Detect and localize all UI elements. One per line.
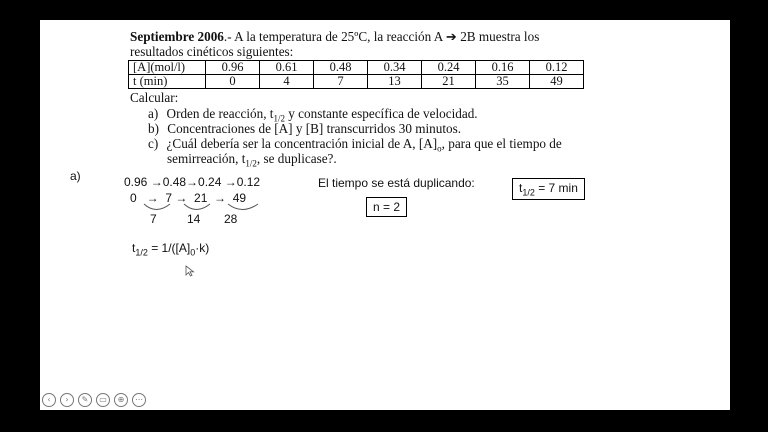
interval-2: 14 (187, 212, 201, 226)
question-a-text: Orden de reacción, t (166, 106, 274, 121)
forward-icon[interactable]: › (60, 393, 74, 407)
formula-rest: = 1/([A] (147, 241, 191, 255)
table-cell: 0.24 (422, 61, 476, 75)
table-cell: 4 (260, 75, 314, 89)
formula-sub: 1/2 (135, 247, 148, 258)
table-cell: 0.96 (206, 61, 260, 75)
question-c-line2 (167, 151, 337, 172)
interval-1: 7 (150, 212, 157, 226)
table-cell: 35 (476, 75, 530, 89)
table-row-concentration (129, 61, 584, 75)
table-cell: 0.61 (260, 61, 314, 75)
problem-text-line1: .- A la temperatura de 25ºC, la reacción A ➔ 2B muestra los (223, 29, 540, 44)
question-c-text1: ¿Cuál debería ser la concentración inicial de A, [A] (166, 136, 438, 151)
back-icon[interactable]: ‹ (42, 393, 56, 407)
table-cell: 7 (314, 75, 368, 89)
formula-t: t (132, 241, 136, 255)
solution-label-a: a) (70, 169, 81, 183)
formula-sub0: 0 (190, 247, 196, 258)
question-c-sub: 1/2 (245, 158, 257, 169)
table-cell: 21 (422, 75, 476, 89)
question-c-letter: c) (148, 136, 159, 151)
menu-icon[interactable]: ▭ (96, 393, 110, 407)
zoom-icon[interactable]: ⊕ (114, 393, 128, 407)
question-b-letter: b) (148, 121, 159, 136)
question-c-sub0: o (437, 143, 442, 154)
question-a-sub: 1/2 (273, 113, 285, 124)
problem-title: Septiembre 2006 (130, 29, 224, 44)
question-b (148, 121, 461, 137)
table-cell: 0 (206, 75, 260, 89)
half-life-formula (132, 241, 209, 257)
table-header-concentration: [A](mol/l) (129, 61, 206, 75)
table-cell: 0.12 (530, 61, 584, 75)
question-a-letter: a) (148, 106, 159, 121)
formula-end: ·k) (195, 241, 210, 255)
duplicating-note: El tiempo se está duplicando: (318, 176, 475, 190)
table-cell: 0.48 (314, 61, 368, 75)
arc-2 (184, 204, 210, 210)
order-box: n = 2 (366, 197, 407, 217)
table-row-time (129, 75, 584, 89)
calcular-label: Calcular: (130, 90, 179, 105)
table-cell: 0.34 (368, 61, 422, 75)
slide (40, 20, 730, 410)
interval-3: 28 (224, 212, 238, 226)
half-life-value: = 7 min (534, 181, 578, 195)
problem-statement (130, 29, 648, 59)
half-life-t: t (519, 181, 523, 195)
table-cell: 13 (368, 75, 422, 89)
concentration-sequence: 0.96 →0.48→0.24 →0.12 (124, 175, 261, 189)
question-a-text2: y constante específica de velocidad. (284, 106, 478, 121)
question-c-text2: semirreación, t (167, 151, 246, 166)
question-c-text1b: , para que el tiempo de (441, 136, 562, 151)
table-cell: 0.16 (476, 61, 530, 75)
pen-icon[interactable]: ✎ (78, 393, 92, 407)
interval-arcs (140, 202, 280, 216)
time-sequence: 0 → 7 → 21 → 49 (130, 191, 247, 205)
question-c-text3: , se duplicase?. (256, 151, 337, 166)
kinetics-table (128, 60, 584, 89)
presentation-toolbar (42, 393, 146, 407)
problem-text-line2: resultados cinéticos siguientes: (130, 44, 294, 59)
arc-3 (228, 204, 258, 210)
mouse-cursor-icon (185, 265, 195, 277)
more-icon[interactable]: ⋯ (132, 393, 146, 407)
question-b-text: Concentraciones de [A] y [B] transcurridos 30 minutos. (167, 121, 462, 136)
table-cell: 49 (530, 75, 584, 89)
half-life-box (512, 178, 585, 200)
arc-1 (144, 204, 170, 210)
table-header-time: t (min) (129, 75, 206, 89)
half-life-sub: 1/2 (522, 187, 535, 198)
